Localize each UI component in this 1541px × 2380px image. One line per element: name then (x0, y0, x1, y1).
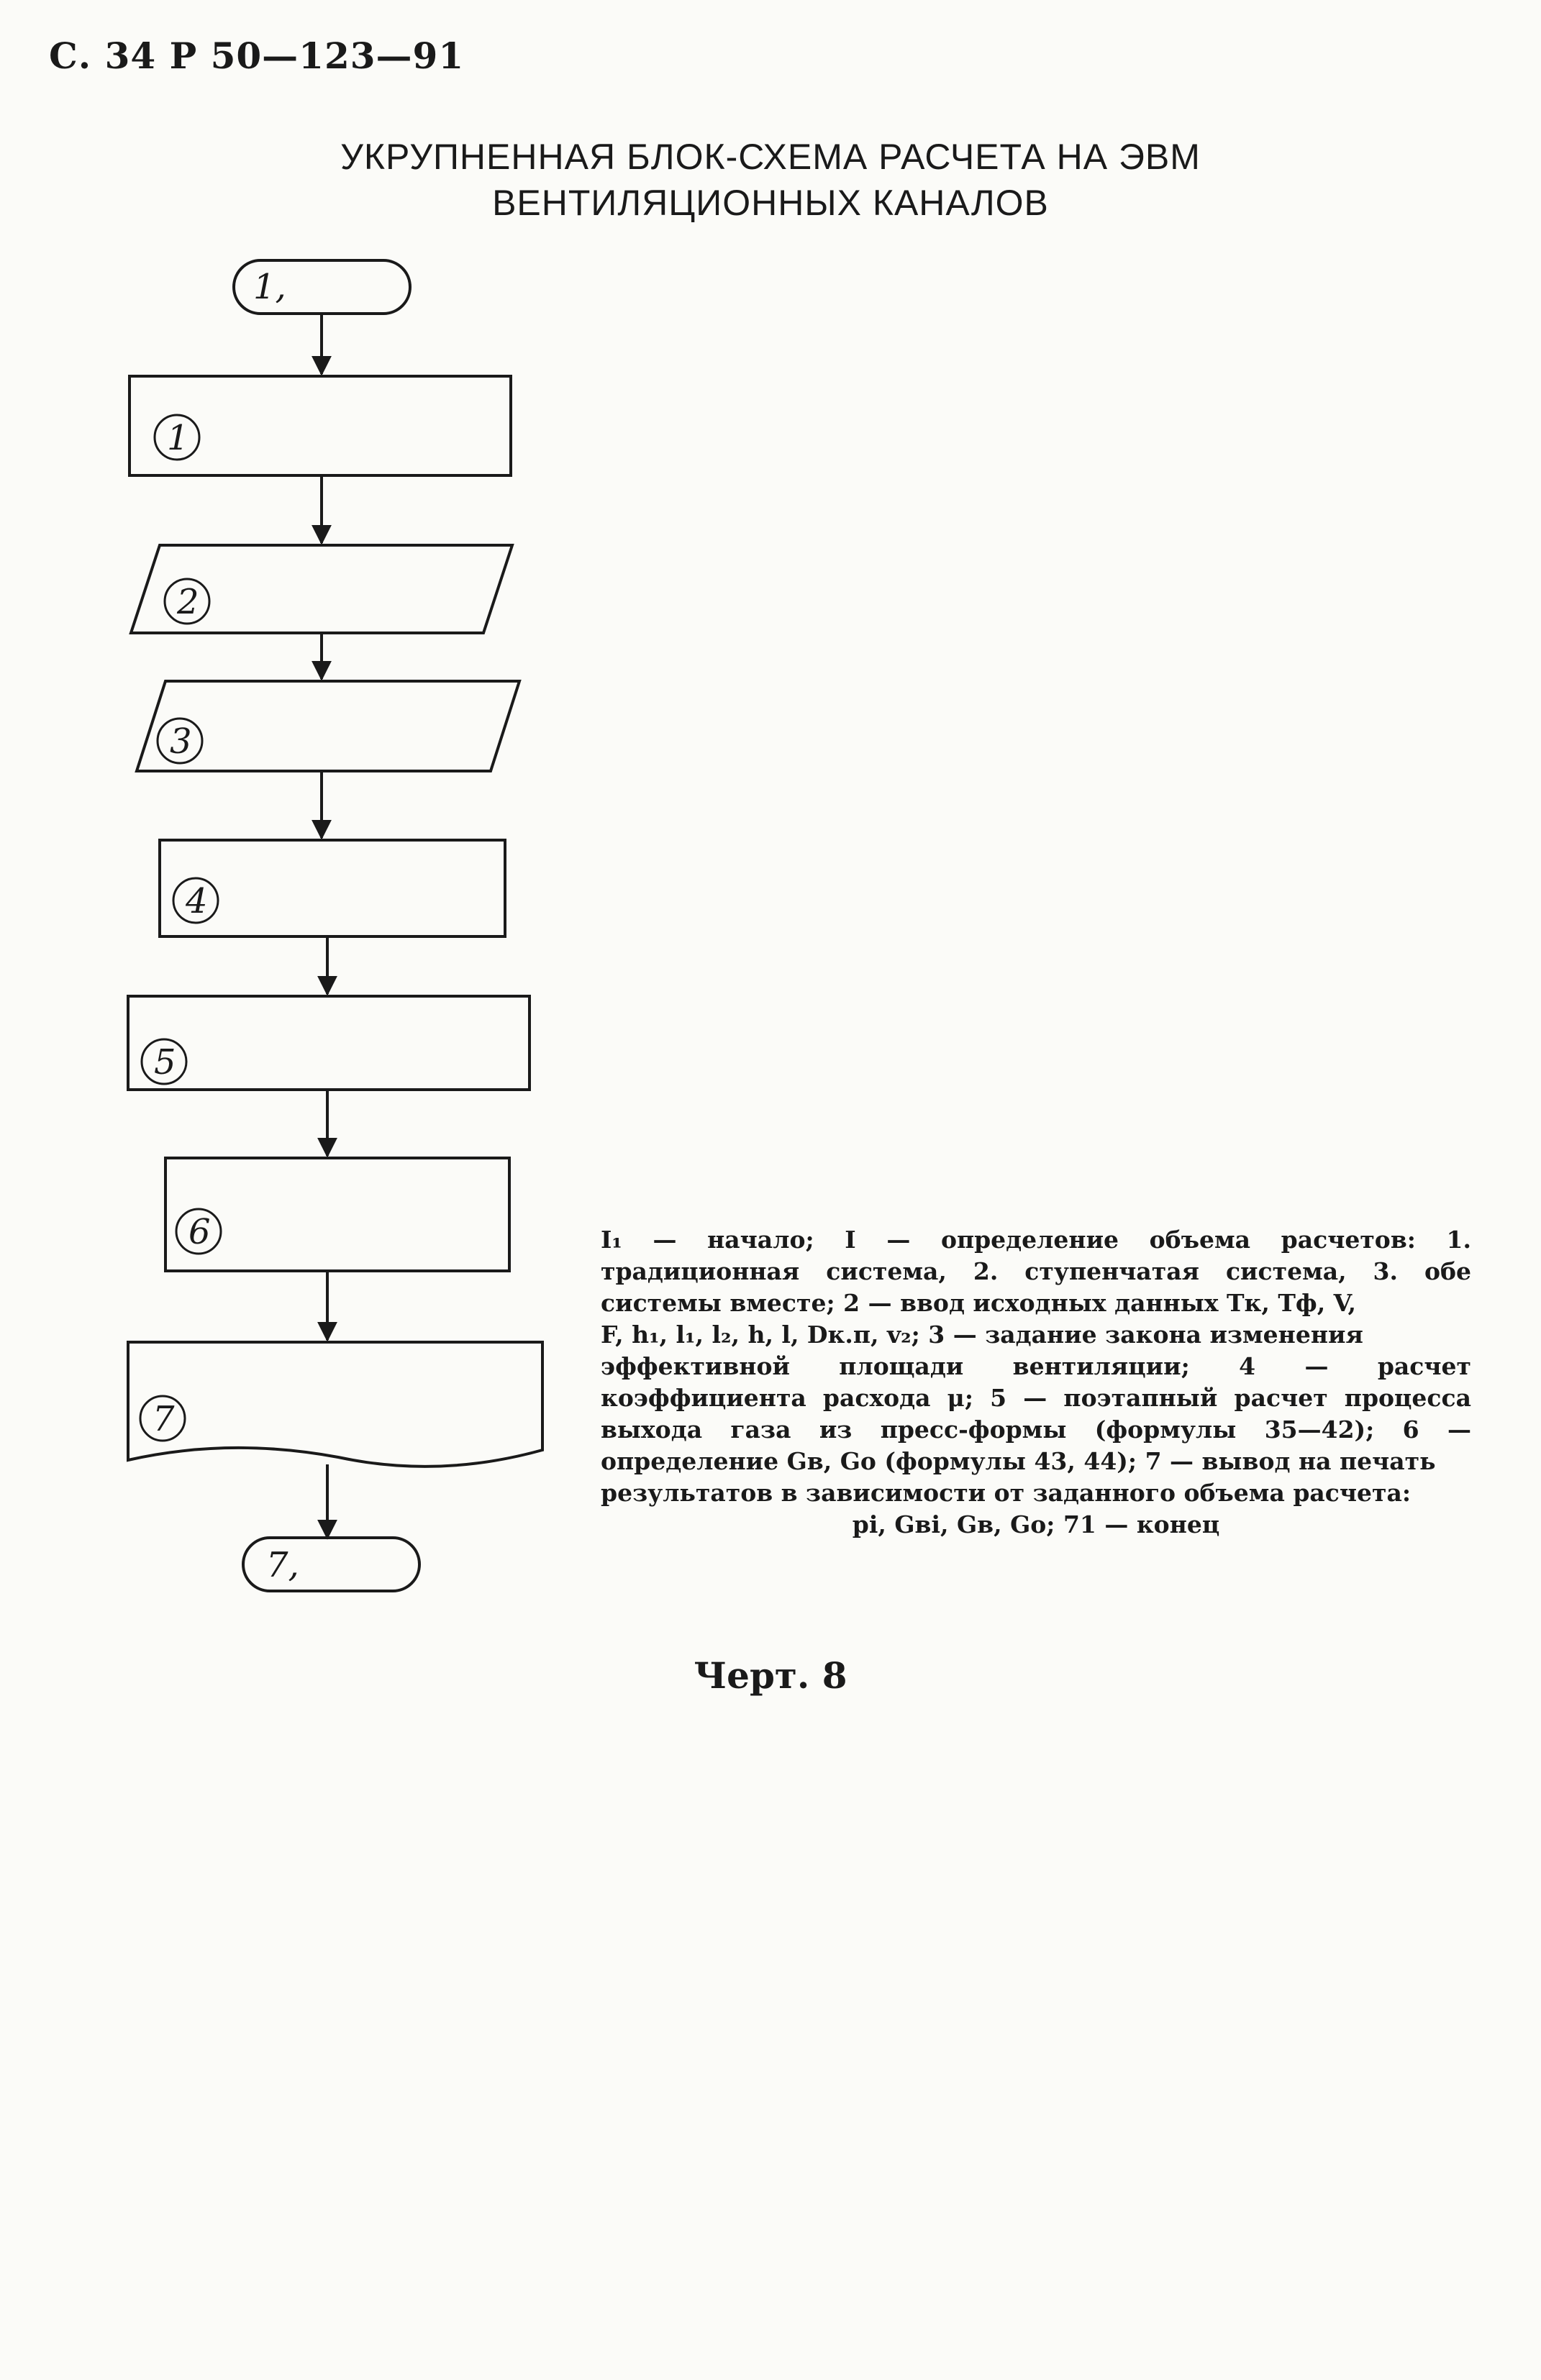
flowchart-block-1 (129, 376, 511, 475)
legend-line: F, h₁, l₁, l₂, h, l, Dк.п, v₂; 3 — задание закона изменения (601, 1321, 1363, 1349)
block-3-label: 3 (170, 721, 192, 762)
start-label: 1, (253, 267, 286, 307)
legend-line: I₁ — начало; I — определение объема расчетов: 1. традиционная система, 2. ступенчатая система, 3. обе системы вместе; 2 — ввод исходных данных Tк, Tф, V, (601, 1226, 1471, 1317)
block-6-label: 6 (188, 1212, 211, 1252)
flowchart-block-5 (128, 996, 529, 1090)
flowchart-block-4 (160, 840, 505, 936)
end-label: 7, (266, 1545, 299, 1585)
legend-line: эффективной площади вентиляции; 4 — расчет коэффициента расхода μ; 5 — поэтапный расчет процесса выхода газа из пресс-формы (формулы 35—42); 6 — определение Gв, Gо (формулы 43, 44); 7 — вывод на печать (601, 1352, 1471, 1475)
flowchart-legend (601, 1224, 1471, 1541)
end-terminator (243, 1538, 419, 1591)
figure-caption: Черт. 8 (694, 1654, 847, 1697)
block-5-label: 5 (154, 1042, 176, 1082)
block-7-label: 7 (153, 1399, 175, 1439)
block-1-label: 1 (167, 418, 189, 458)
flow-connectors (322, 314, 327, 1538)
flowchart-block-7 (128, 1342, 542, 1467)
flowchart-block-6 (165, 1158, 509, 1271)
document-title-line-2: ВЕНТИЛЯЦИОННЫХ КАНАЛОВ (492, 183, 1049, 223)
block-2-label: 2 (177, 582, 199, 622)
page-header: С. 34 Р 50—123—91 (49, 35, 465, 77)
document-title-line-1: УКРУПНЕННАЯ БЛОК-СХЕМА РАСЧЕТА НА ЭВМ (340, 137, 1201, 177)
start-terminator (234, 260, 410, 314)
flowchart-block-3 (137, 681, 519, 771)
block-4-label: 4 (186, 881, 208, 921)
legend-line: pi, Gвi, Gв, Gо; 71 — конец (852, 1510, 1220, 1538)
flowchart-block-2 (131, 545, 512, 633)
legend-line: результатов в зависимости от заданного объема расчета: (601, 1479, 1412, 1507)
